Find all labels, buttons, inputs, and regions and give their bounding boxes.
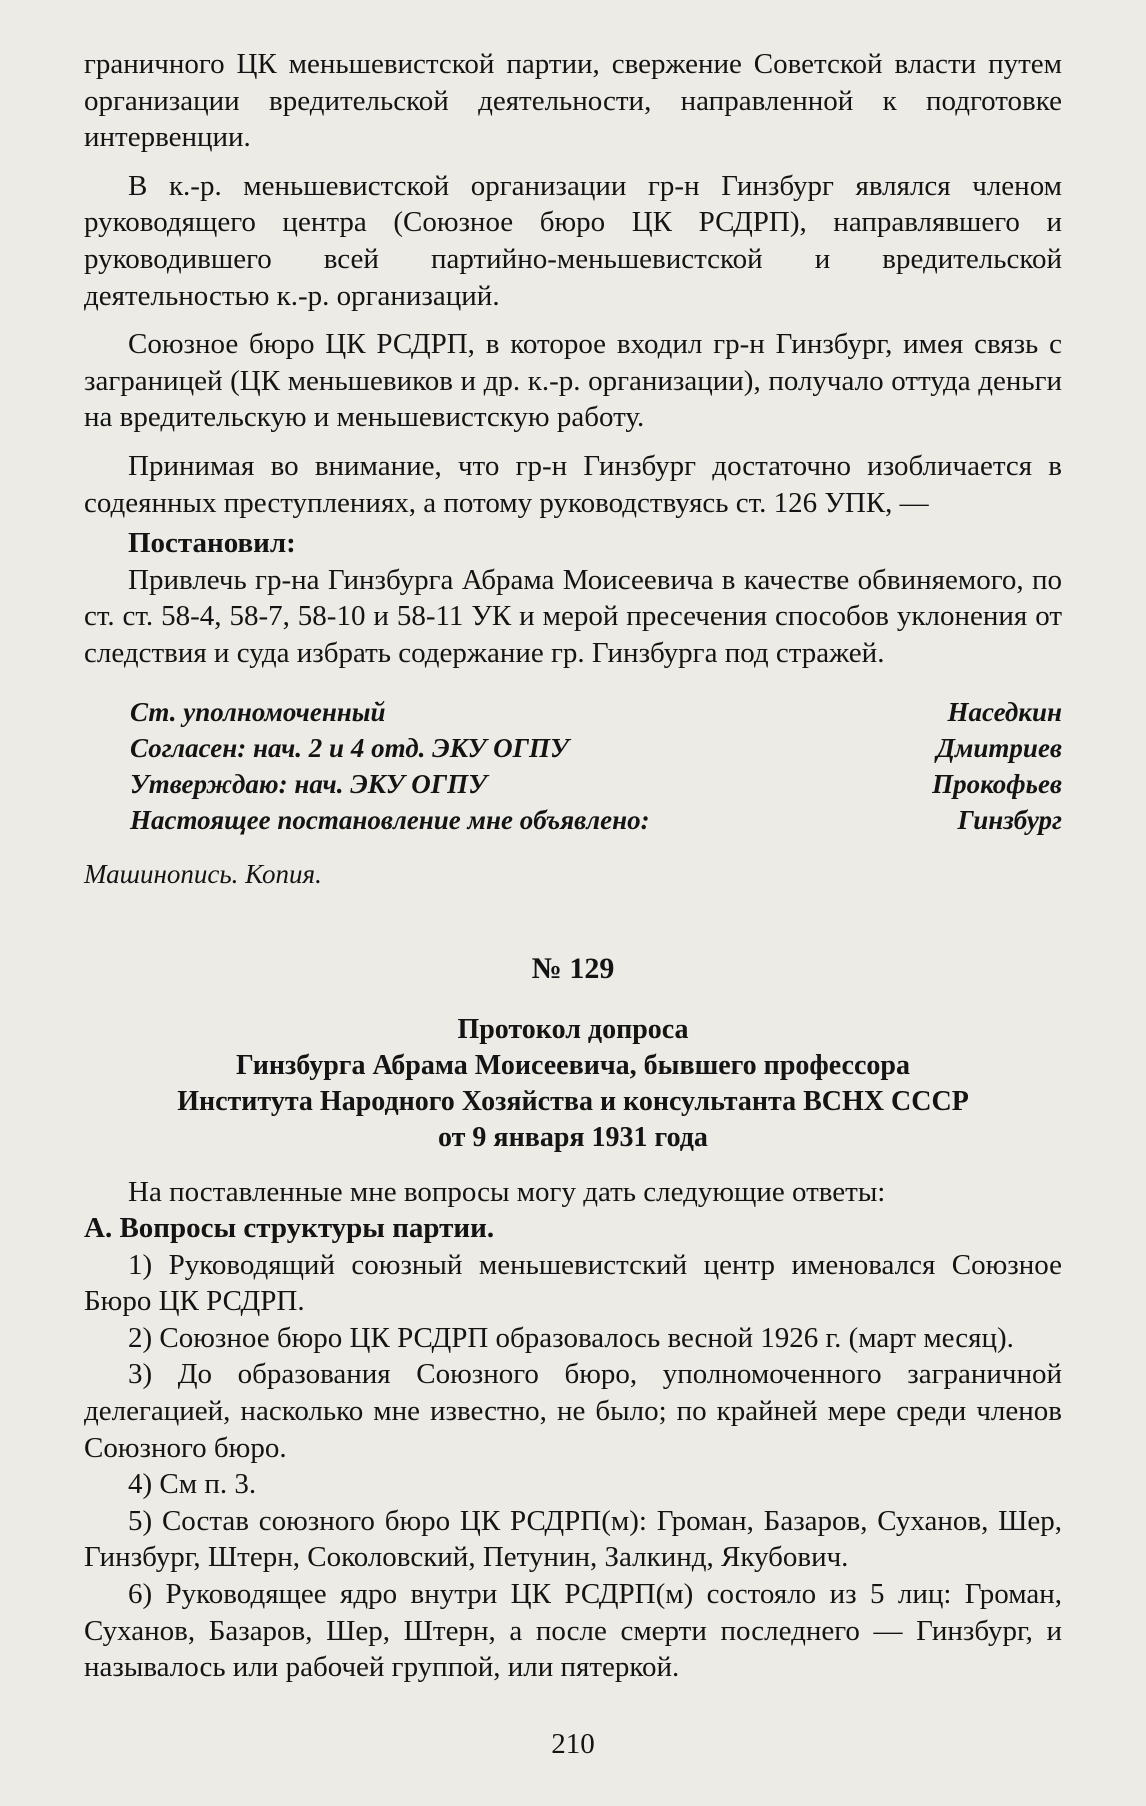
paragraph: Союзное бюро ЦК РСДРП, в которое входил гр-н Гинзбург, имея связь с заграницей (ЦК меньшевиков и др. к.-р. организации), получало оттуда деньги на вредительскую и меньшевистскую работу. bbox=[84, 328, 1062, 434]
decision-paragraph: Привлечь гр-на Гинзбурга Абрама Моисеевича в качестве обвиняемого, по ст. ст. 58-4, 58-7, 58-10 и 58-11 УК и мерой пресечения способов уклонения от следствия и суда избрать содержание гр. Гинзбурга под стражей. bbox=[84, 563, 1062, 669]
typed-note: Машинопись. Копия. bbox=[84, 858, 322, 889]
title-line: Института Народного Хозяйства и консультанта ВСНХ СССР bbox=[177, 1085, 969, 1117]
signature-block bbox=[84, 694, 1062, 838]
signature-role: Согласен: нач. 2 и 4 отд. ЭКУ ОГПУ bbox=[130, 732, 569, 763]
paragraph: В к.-р. меньшевистской организации гр-н Гинзбург являлся членом руководящего центра (Союзное бюро ЦК РСДРП), направлявшего и руководившего всей партийно-меньшевистской и вредительской деятельностью к.-р. организаций. bbox=[84, 169, 1062, 312]
signature-row bbox=[84, 730, 1062, 766]
signature-name: Дмитриев bbox=[936, 732, 1062, 763]
paragraph: граничного ЦК меньшевистской партии, свержение Советской власти путем организации вредительской деятельности, направленной к подготовке интервенции. bbox=[84, 48, 1062, 154]
paragraph: Принимая во внимание, что гр-н Гинзбург достаточно изобличается в содеянных преступлениях, а потому руководствуясь ст. 126 УПК, — bbox=[84, 449, 1062, 519]
title-line: Протокол допроса bbox=[457, 1013, 689, 1045]
document-title bbox=[84, 1012, 1062, 1156]
signature-role: Утверждаю: нач. ЭКУ ОГПУ bbox=[130, 768, 487, 799]
answer-item: 4) См п. 3. bbox=[128, 1468, 257, 1501]
signature-row bbox=[84, 694, 1062, 730]
page-number: 210 bbox=[551, 1728, 595, 1760]
signature-role: Ст. уполномоченный bbox=[130, 696, 386, 727]
signature-row bbox=[84, 766, 1062, 802]
answer-item: 6) Руководящее ядро внутри ЦК РСДРП(м) состояло из 5 лиц: Громан, Суханов, Базаров, Шер, Штерн, а после смерти последнего — Гинзбург, и называлось или рабочей группой, или пятеркой. bbox=[84, 1578, 1062, 1684]
signature-name: Прокофьев bbox=[932, 768, 1062, 799]
answer-item: 1) Руководящий союзный меньшевистский центр именовался Союзное Бюро ЦК РСДРП. bbox=[84, 1248, 1062, 1318]
document-number: № 129 bbox=[531, 951, 615, 985]
answer-item: 2) Союзное бюро ЦК РСДРП образовалось весной 1926 г. (март месяц). bbox=[128, 1321, 1014, 1354]
title-line: Гинзбурга Абрама Моисеевича, бывшего профессора bbox=[236, 1049, 910, 1081]
text-column bbox=[84, 46, 1062, 1686]
signature-row bbox=[84, 802, 1062, 838]
answer-item: 5) Состав союзного бюро ЦК РСДРП(м): Громан, Базаров, Суханов, Шер, Гинзбург, Штерн, Соколовский, Петунин, Залкинд, Якубович. bbox=[84, 1504, 1062, 1574]
postanovil-heading: Постановил: bbox=[128, 527, 296, 560]
title-line: от 9 января 1931 года bbox=[438, 1121, 708, 1153]
signature-role: Настоящее постановление мне объявлено: bbox=[130, 804, 650, 835]
section-heading: А. Вопросы структуры партии. bbox=[84, 1212, 495, 1245]
signature-name: Наседкин bbox=[947, 696, 1062, 727]
intro-paragraph: На поставленные мне вопросы могу дать следующие ответы: bbox=[128, 1175, 886, 1208]
answer-item: 3) До образования Союзного бюро, уполномоченного заграничной делегацией, насколько мне известно, не было; по крайней мере среди членов Союзного бюро. bbox=[84, 1358, 1062, 1464]
signature-name: Гинзбург bbox=[957, 804, 1062, 835]
